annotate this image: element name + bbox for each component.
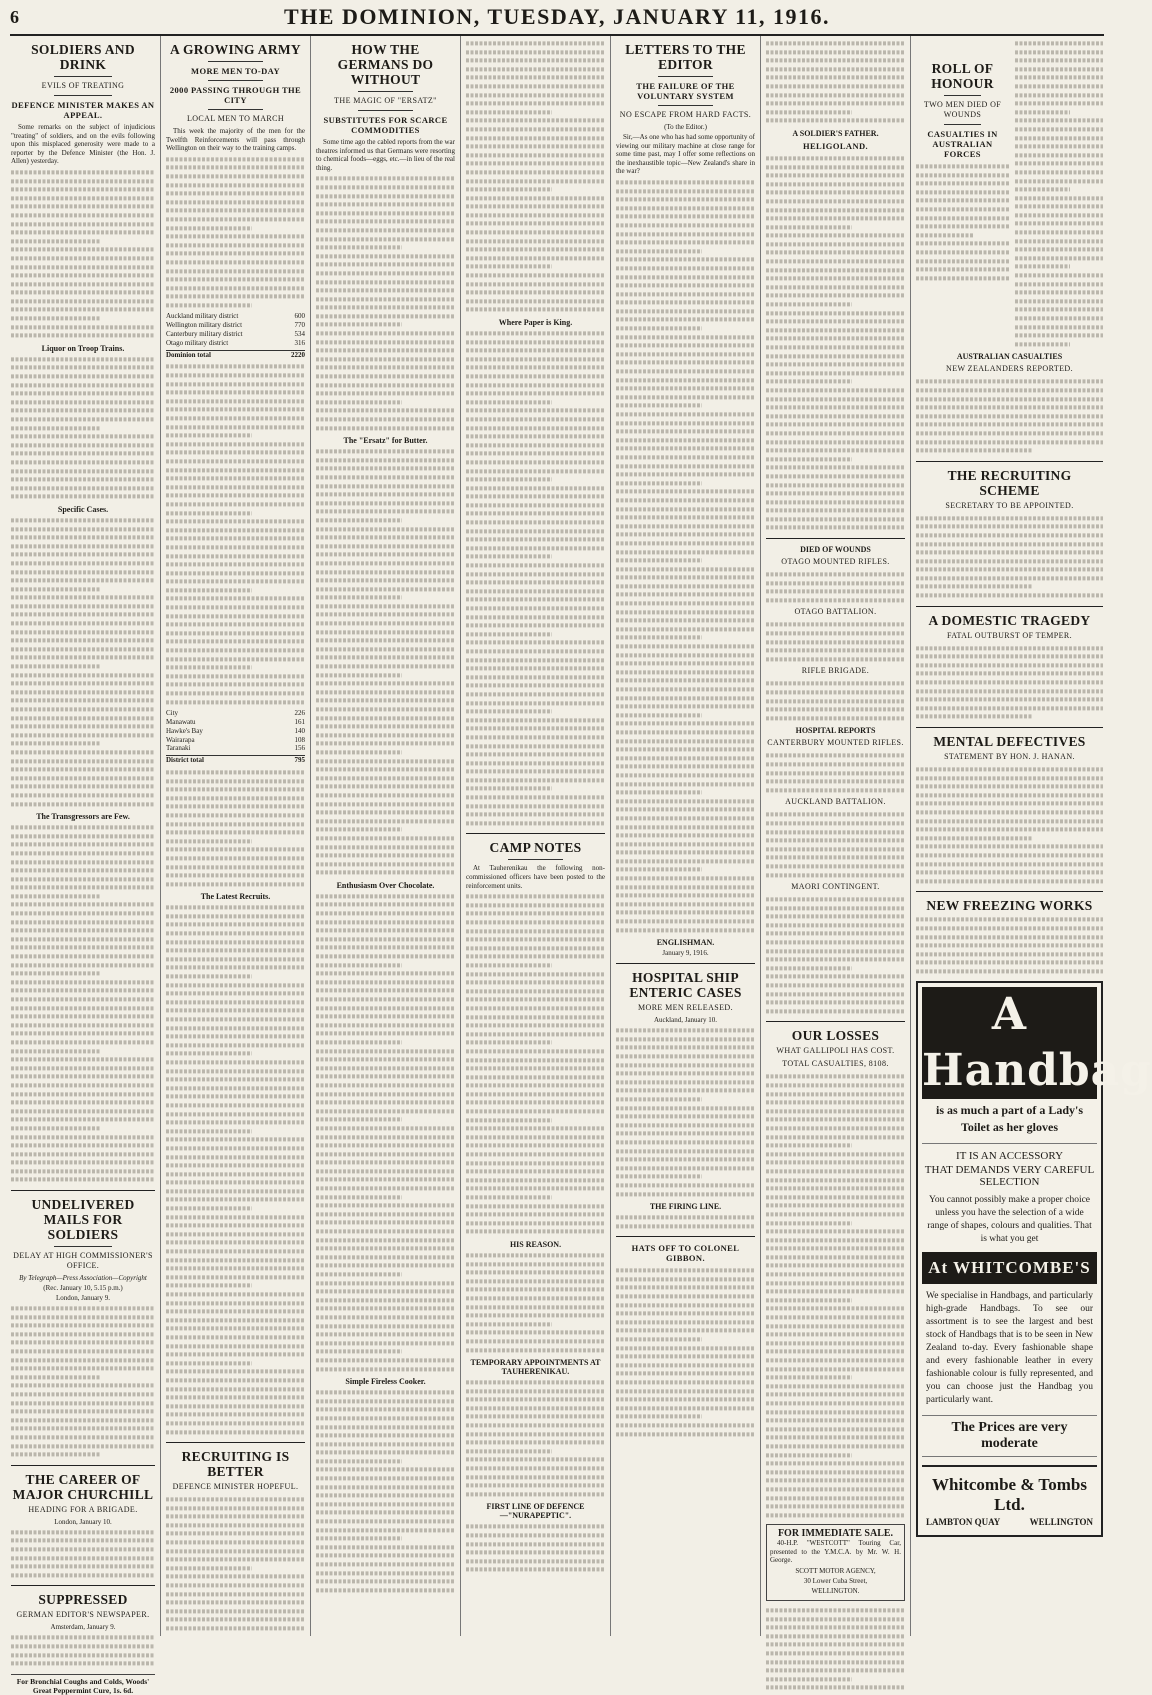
section-subhead: Enthusiasm Over Chocolate. <box>336 880 435 890</box>
row-label: Wellington military district <box>166 321 243 330</box>
article-subhead: THE MAGIC OF "ERSATZ" <box>334 96 437 105</box>
column-4 <box>461 36 611 1636</box>
article-subhead: DELAY AT HIGH COMMISSIONER'S OFFICE. <box>13 1251 153 1271</box>
row-value: 770 <box>294 321 305 330</box>
section-subhead: Where Paper is King. <box>498 318 573 327</box>
row-value: 316 <box>294 338 305 347</box>
ad-price-line: The Prices are very moderate <box>922 1415 1097 1457</box>
article-subhead: MORE MEN RELEASED. <box>638 1003 733 1013</box>
small-print-filler <box>11 168 155 340</box>
small-print-filler <box>616 178 755 934</box>
article-subhead: SECRETARY TO BE APPOINTED. <box>945 500 1074 510</box>
article-subhead: DEFENCE MINISTER HOPEFUL. <box>172 1482 299 1492</box>
section-subhead: RIFLE BRIGADE. <box>801 666 870 676</box>
district-table <box>166 709 305 765</box>
small-print-filler <box>766 39 905 125</box>
ad-street: LAMBTON QUAY <box>926 1517 1001 1528</box>
ad-company: Whitcombe & Tombs Ltd. <box>922 1465 1097 1515</box>
article-subhead: GERMAN EDITOR'S NEWSPAPER. <box>16 1610 150 1620</box>
small-print-filler <box>766 895 905 1015</box>
small-print-filler <box>166 1495 305 1633</box>
row-label: Hawke's Bay <box>166 726 203 735</box>
section-subhead: CANTERBURY MOUNTED RIFLES. <box>767 738 904 748</box>
small-print-filler <box>166 362 305 706</box>
article-subhead: FATAL OUTBURST OF TEMPER. <box>946 630 1073 640</box>
dateline: January 9, 1916. <box>662 949 709 958</box>
small-print-filler <box>466 39 605 314</box>
small-print-filler <box>766 679 905 722</box>
small-print-filler <box>466 1378 605 1498</box>
ad-subheading: IT IS AN ACCESSORY <box>922 1143 1097 1162</box>
article-subhead: HATS OFF TO COLONEL GIBBON. <box>631 1243 740 1264</box>
ad-tagline: is as much a part of a Lady's <box>935 1103 1084 1118</box>
ad-tagline: Toilet as her gloves <box>960 1120 1058 1135</box>
article-text: Some time ago the cabled reports from the war theatres informed us that Germans were resorting to chemical foods—eggs, etc.—in lieu of the real thing. <box>316 138 455 172</box>
row-value: 2220 <box>291 350 305 359</box>
row-label: Auckland military district <box>166 312 239 321</box>
small-print-filler <box>766 810 905 879</box>
letter-signature: ENGLISHMAN. <box>656 938 715 948</box>
small-print-filler <box>1015 39 1103 348</box>
small-print-filler <box>166 155 305 310</box>
section-subhead: Liquor on Troop Trains. <box>41 343 125 353</box>
table-row <box>166 321 305 330</box>
section-subhead: The Transgressors are Few. <box>36 812 130 822</box>
column-7 <box>911 36 1152 1636</box>
small-print-filler <box>916 377 1103 454</box>
table-row <box>166 744 305 753</box>
small-print-filler <box>466 1522 605 1574</box>
article-subhead: CASUALTIES IN AUSTRALIAN FORCES <box>927 129 998 159</box>
small-print-filler <box>766 154 905 532</box>
section-subhead: Simple Fireless Cooker. <box>345 1377 426 1387</box>
row-label: Taranaki <box>166 744 191 753</box>
table-row <box>166 339 305 348</box>
row-value: 140 <box>294 726 305 735</box>
article-headline: A DOMESTIC TRAGEDY <box>928 612 1091 628</box>
small-print-filler <box>11 1633 155 1667</box>
row-label: Manawatu <box>166 718 196 726</box>
byline: By Telegraph—Press Association—Copyright <box>19 1274 147 1283</box>
small-print-filler <box>466 329 605 827</box>
article-subhead: STATEMENT BY HON. J. HANAN. <box>944 752 1075 761</box>
article-text: Some remarks on the subject of injudicious "treating" of soldiers, and on the evils following upon this misplaced generosity were made to a reporter by the Defence Minister (the Hon. J. Allen) yesterday. <box>11 123 155 166</box>
article-subhead: WHAT GALLIPOLI HAS COST. <box>776 1046 895 1056</box>
article-headline: MENTAL DEFECTIVES <box>933 734 1086 749</box>
section-subhead: DIED OF WOUNDS <box>800 545 871 555</box>
section-subhead: AUSTRALIAN CASUALTIES <box>956 352 1063 362</box>
article-subhead: LOCAL MEN TO MARCH <box>186 114 285 123</box>
section-subhead: HIS REASON. <box>509 1239 562 1249</box>
small-print-filler <box>316 1388 455 1594</box>
section-subhead: FIRST LINE OF DEFENCE—"NURAPEPTIC". <box>486 1502 585 1521</box>
ad-address <box>926 1517 1093 1527</box>
row-label: City <box>166 709 179 718</box>
article-headline: SUPPRESSED <box>38 1592 128 1608</box>
article-headline: LETTERS TO THE EDITOR <box>625 42 746 72</box>
small-advert: For Bronchial Coughs and Colds, Woods' Great Peppermint Cure, 1s. 6d. <box>11 1674 155 1695</box>
small-print-filler <box>916 644 1103 721</box>
small-print-filler <box>916 915 1103 975</box>
district-table <box>166 312 305 359</box>
small-print-filler <box>766 751 905 794</box>
small-print-filler <box>616 1213 755 1230</box>
small-print-filler <box>11 355 155 501</box>
row-label: Wairarapa <box>166 735 195 744</box>
article-subhead: SUBSTITUTES FOR SCARCE COMMODITIES <box>323 115 448 135</box>
small-print-filler <box>616 1026 755 1198</box>
table-row <box>166 709 305 718</box>
article-headline: THE CAREER OF MAJOR CHURCHILL <box>12 1471 154 1502</box>
sale-notice <box>766 1524 905 1601</box>
handbag-advertisement <box>916 981 1152 1537</box>
article-subhead: THE FAILURE OF THE VOLUNTARY SYSTEM <box>636 81 735 101</box>
table-row <box>166 727 305 736</box>
article-headline: UNDELIVERED MAILS FOR SOLDIERS <box>31 1197 135 1243</box>
row-value: 226 <box>294 709 305 718</box>
section-subhead: The Latest Recruits. <box>200 892 271 902</box>
article-subhead: HEADING FOR A BRIGADE. <box>28 1504 138 1514</box>
section-subhead: OTAGO BATTALION. <box>794 607 877 617</box>
small-print-filler <box>466 1251 605 1354</box>
small-print-filler <box>466 892 605 1236</box>
article-subhead: NEW ZEALANDERS REPORTED. <box>946 364 1073 374</box>
row-label: Canterbury military district <box>166 330 243 339</box>
article-subhead: TWO MEN DIED OF WOUNDS <box>923 100 1002 119</box>
article-headline: SOLDIERS AND DRINK <box>31 42 135 72</box>
article-headline: CAMP NOTES <box>489 840 582 856</box>
sale-heading: FOR IMMEDIATE SALE. <box>777 1528 894 1540</box>
column-2 <box>161 36 311 1636</box>
dateline: Amsterdam, January 9. <box>50 1623 116 1632</box>
article-headline: HOSPITAL SHIP ENTERIC CASES <box>629 970 742 1001</box>
table-row <box>166 718 305 727</box>
article-headline: THE RECRUITING SCHEME <box>947 467 1072 498</box>
article-subhead: TOTAL CASUALTIES, 8108. <box>782 1059 889 1069</box>
section-subhead: The "Ersatz" for Butter. <box>343 436 428 446</box>
row-value: 161 <box>294 718 305 726</box>
table-row <box>166 330 305 339</box>
section-subhead: THE FIRING LINE. <box>649 1202 722 1212</box>
sale-agency: SCOTT MOTOR AGENCY, <box>795 1567 876 1576</box>
section-subhead: Specific Cases. <box>57 504 109 514</box>
row-label: District total <box>166 756 204 765</box>
article-headline: ROLL OF HONOUR <box>931 61 994 91</box>
small-print-filler <box>316 174 455 432</box>
article-headline: RECRUITING IS BETTER <box>181 1449 290 1480</box>
article-subhead: EVILS OF TREATING <box>41 81 125 90</box>
ad-body: You cannot possibly make a proper choice unless you have the selection of a wide range of shapes, colours and qualities. That is what you get <box>927 1195 1092 1245</box>
small-print-filler <box>916 765 1103 885</box>
sale-address: 30 Lower Cuba Street, <box>803 1577 868 1586</box>
column-1 <box>6 36 161 1695</box>
ad-body: We specialise in Handbags, and particularly high-grade Handbags. To see our assortment is to see the largest and best stock of Handbags that is to be seen in New Zealand to-day. Every fashionable shape and every fashionable leather in every fashionable colour is fully represented, and you can choose just the Handbag you particularly want. <box>926 1291 1093 1406</box>
article-headline: A GROWING ARMY <box>170 42 301 57</box>
small-print-filler <box>766 1606 905 1692</box>
row-label: Dominion total <box>166 350 211 359</box>
masthead <box>10 0 1104 36</box>
article-headline: NEW FREEZING WORKS <box>926 898 1093 914</box>
table-row <box>166 312 305 321</box>
section-subhead: HOSPITAL REPORTS <box>795 726 876 736</box>
sale-city: WELLINGTON. <box>811 1587 860 1596</box>
dateline: (Rec. January 10, 5.15 p.m.) <box>43 1284 123 1293</box>
section-subhead: OTAGO MOUNTED RIFLES. <box>781 557 890 567</box>
article-subhead: DEFENCE MINISTER MAKES AN APPEAL. <box>11 100 155 120</box>
ad-store-banner: At WHITCOMBE'S <box>922 1252 1097 1284</box>
row-value: 108 <box>294 735 305 744</box>
row-value: 156 <box>294 744 305 753</box>
table-row <box>166 736 305 745</box>
dateline: London, January 9. <box>55 1294 111 1303</box>
section-subhead: MAORI CONTINGENT. <box>791 882 880 892</box>
row-value: 534 <box>294 330 305 339</box>
small-print-filler <box>916 162 1009 282</box>
article-text: This week the majority of the men for the Twelfth Reinforcements will pass through Wellington on their way to the training camps. <box>166 127 305 153</box>
dateline: Auckland, January 10. <box>654 1016 717 1025</box>
small-print-filler <box>166 768 305 888</box>
article-headline: OUR LOSSES <box>791 1028 880 1044</box>
article-text: At Tauherenikau the following non-commissioned officers have been posted to the reinforcement units. <box>466 864 605 890</box>
small-print-filler <box>11 823 155 1184</box>
small-print-filler <box>916 514 1103 600</box>
small-print-filler <box>766 1072 905 1519</box>
column-5 <box>611 36 761 1636</box>
small-print-filler <box>316 892 455 1373</box>
dateline: London, January 10. <box>54 1517 112 1526</box>
table-total-row <box>166 755 305 765</box>
article-subhead: 2000 PASSING THROUGH THE CITY <box>169 85 302 105</box>
small-print-filler <box>766 620 905 663</box>
row-value: 795 <box>294 756 305 765</box>
small-print-filler <box>166 903 305 1436</box>
column-3 <box>311 36 461 1636</box>
small-print-filler <box>11 1528 155 1580</box>
page-number: 6 <box>10 6 19 27</box>
row-label: Otago military district <box>166 338 229 347</box>
article-subhead: HELIGOLAND. <box>802 140 869 151</box>
section-subhead: TEMPORARY APPOINTMENTS AT TAUHERENIKAU. <box>470 1358 601 1377</box>
small-print-filler <box>11 1304 155 1459</box>
small-print-filler <box>616 1266 755 1438</box>
ad-city: WELLINGTON <box>1029 1517 1093 1528</box>
article-subhead: NO ESCAPE FROM HARD FACTS. <box>619 110 752 119</box>
letter-signature: A SOLDIER'S FATHER. <box>792 128 879 138</box>
small-print-filler <box>766 570 905 604</box>
small-print-filler <box>11 516 155 808</box>
sale-text: 40-H.P. "WESTCOTT" Touring Car, presented to the Y.M.C.A. by Mr. W. H. George. <box>770 1539 901 1565</box>
small-print-filler <box>316 447 455 877</box>
ad-headline: A Handbag <box>922 987 1097 1099</box>
row-value: 600 <box>294 312 305 321</box>
newspaper-title: THE DOMINION, TUESDAY, JANUARY 11, 1916. <box>284 4 830 29</box>
article-subhead: MORE MEN TO-DAY <box>191 66 280 76</box>
section-subhead: AUCKLAND BATTALION. <box>785 797 886 807</box>
letter-text: Sir,—As one who has had some opportunity of viewing our military machine at close range for some time past, may I offer some reflections on the inexhaustible topic—New Zealand's share in the war? <box>616 133 755 176</box>
table-total-row <box>166 350 305 360</box>
ad-subheading: THAT DEMANDS VERY CAREFUL SELECTION <box>924 1164 1095 1189</box>
column-6 <box>761 36 911 1636</box>
to-the-editor: (To the Editor.) <box>664 123 707 131</box>
article-headline: HOW THE GERMANS DO WITHOUT <box>337 42 434 87</box>
